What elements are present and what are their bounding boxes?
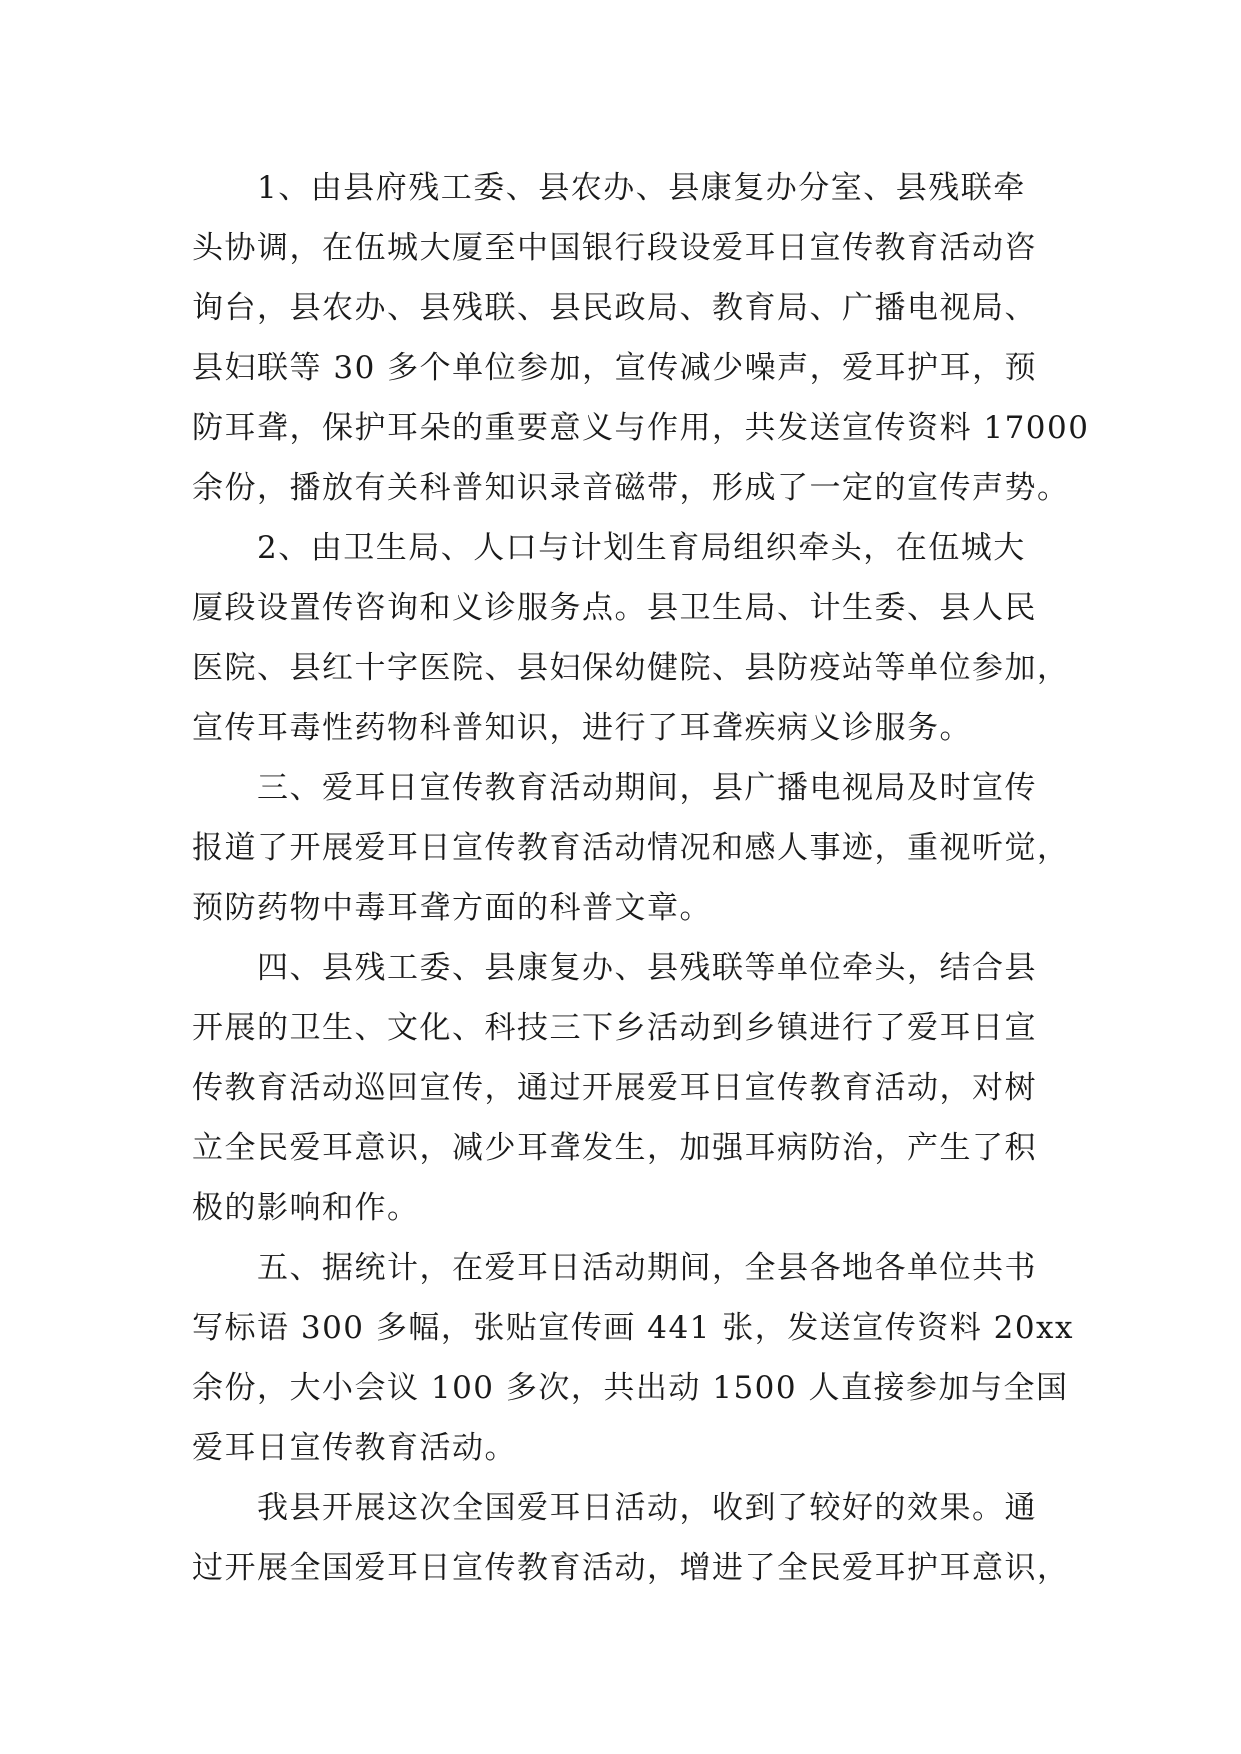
text-line: 头协调，在伍城大厦至中国银行段设爱耳日宣传教育活动咨: [192, 230, 1037, 266]
text-line: 防耳聋，保护耳朵的重要意义与作用，共发送宣传资料 17000: [192, 410, 1090, 446]
text-line: 余份，播放有关科普知识录音磁带，形成了一定的宣传声势。: [192, 470, 1070, 506]
text-line: 过开展全国爱耳日宣传教育活动，增进了全民爱耳护耳意识，: [192, 1550, 1070, 1586]
text-line: 询台，县农办、县残联、县民政局、教育局、广播电视局、: [192, 290, 1037, 326]
text-line: 开展的卫生、文化、科技三下乡活动到乡镇进行了爱耳日宣: [192, 1010, 1037, 1046]
text-line: 三、爱耳日宣传教育活动期间，县广播电视局及时宣传: [192, 770, 1037, 806]
text-line: 极的影响和作。: [192, 1190, 420, 1226]
text-line: 爱耳日宣传教育活动。: [192, 1430, 517, 1466]
text-line: 传教育活动巡回宣传，通过开展爱耳日宣传教育活动，对树: [192, 1070, 1037, 1106]
text-line: 医院、县红十字医院、县妇保幼健院、县防疫站等单位参加，: [192, 650, 1070, 686]
text-line: 报道了开展爱耳日宣传教育活动情况和感人事迹，重视听觉，: [192, 830, 1070, 866]
text-line: 1、由县府残工委、县农办、县康复办分室、县残联牵: [192, 170, 1026, 206]
text-line: 厦段设置传咨询和义诊服务点。县卫生局、计生委、县人民: [192, 590, 1037, 626]
text-line: 立全民爱耳意识，减少耳聋发生，加强耳病防治，产生了积: [192, 1130, 1037, 1166]
text-line: 余份，大小会议 100 多次，共出动 1500 人直接参加与全国: [192, 1370, 1069, 1406]
text-line: 县妇联等 30 多个单位参加，宣传减少噪声，爱耳护耳，预: [192, 350, 1038, 386]
text-line: 宣传耳毒性药物科普知识，进行了耳聋疾病义诊服务。: [192, 710, 972, 746]
text-line: 我县开展这次全国爱耳日活动，收到了较好的效果。通: [192, 1490, 1037, 1526]
body-text: [192, 158, 1090, 1598]
text-line: 2、由卫生局、人口与计划生育局组织牵头，在伍城大: [192, 530, 1026, 566]
text-line: 五、据统计，在爱耳日活动期间，全县各地各单位共书: [192, 1250, 1037, 1286]
text-line: 写标语 300 多幅，张贴宣传画 441 张，发送宣传资料 20xx: [192, 1310, 1075, 1346]
text-line: 四、县残工委、县康复办、县残联等单位牵头，结合县: [192, 950, 1037, 986]
text-line: 预防药物中毒耳聋方面的科普文章。: [192, 890, 712, 926]
